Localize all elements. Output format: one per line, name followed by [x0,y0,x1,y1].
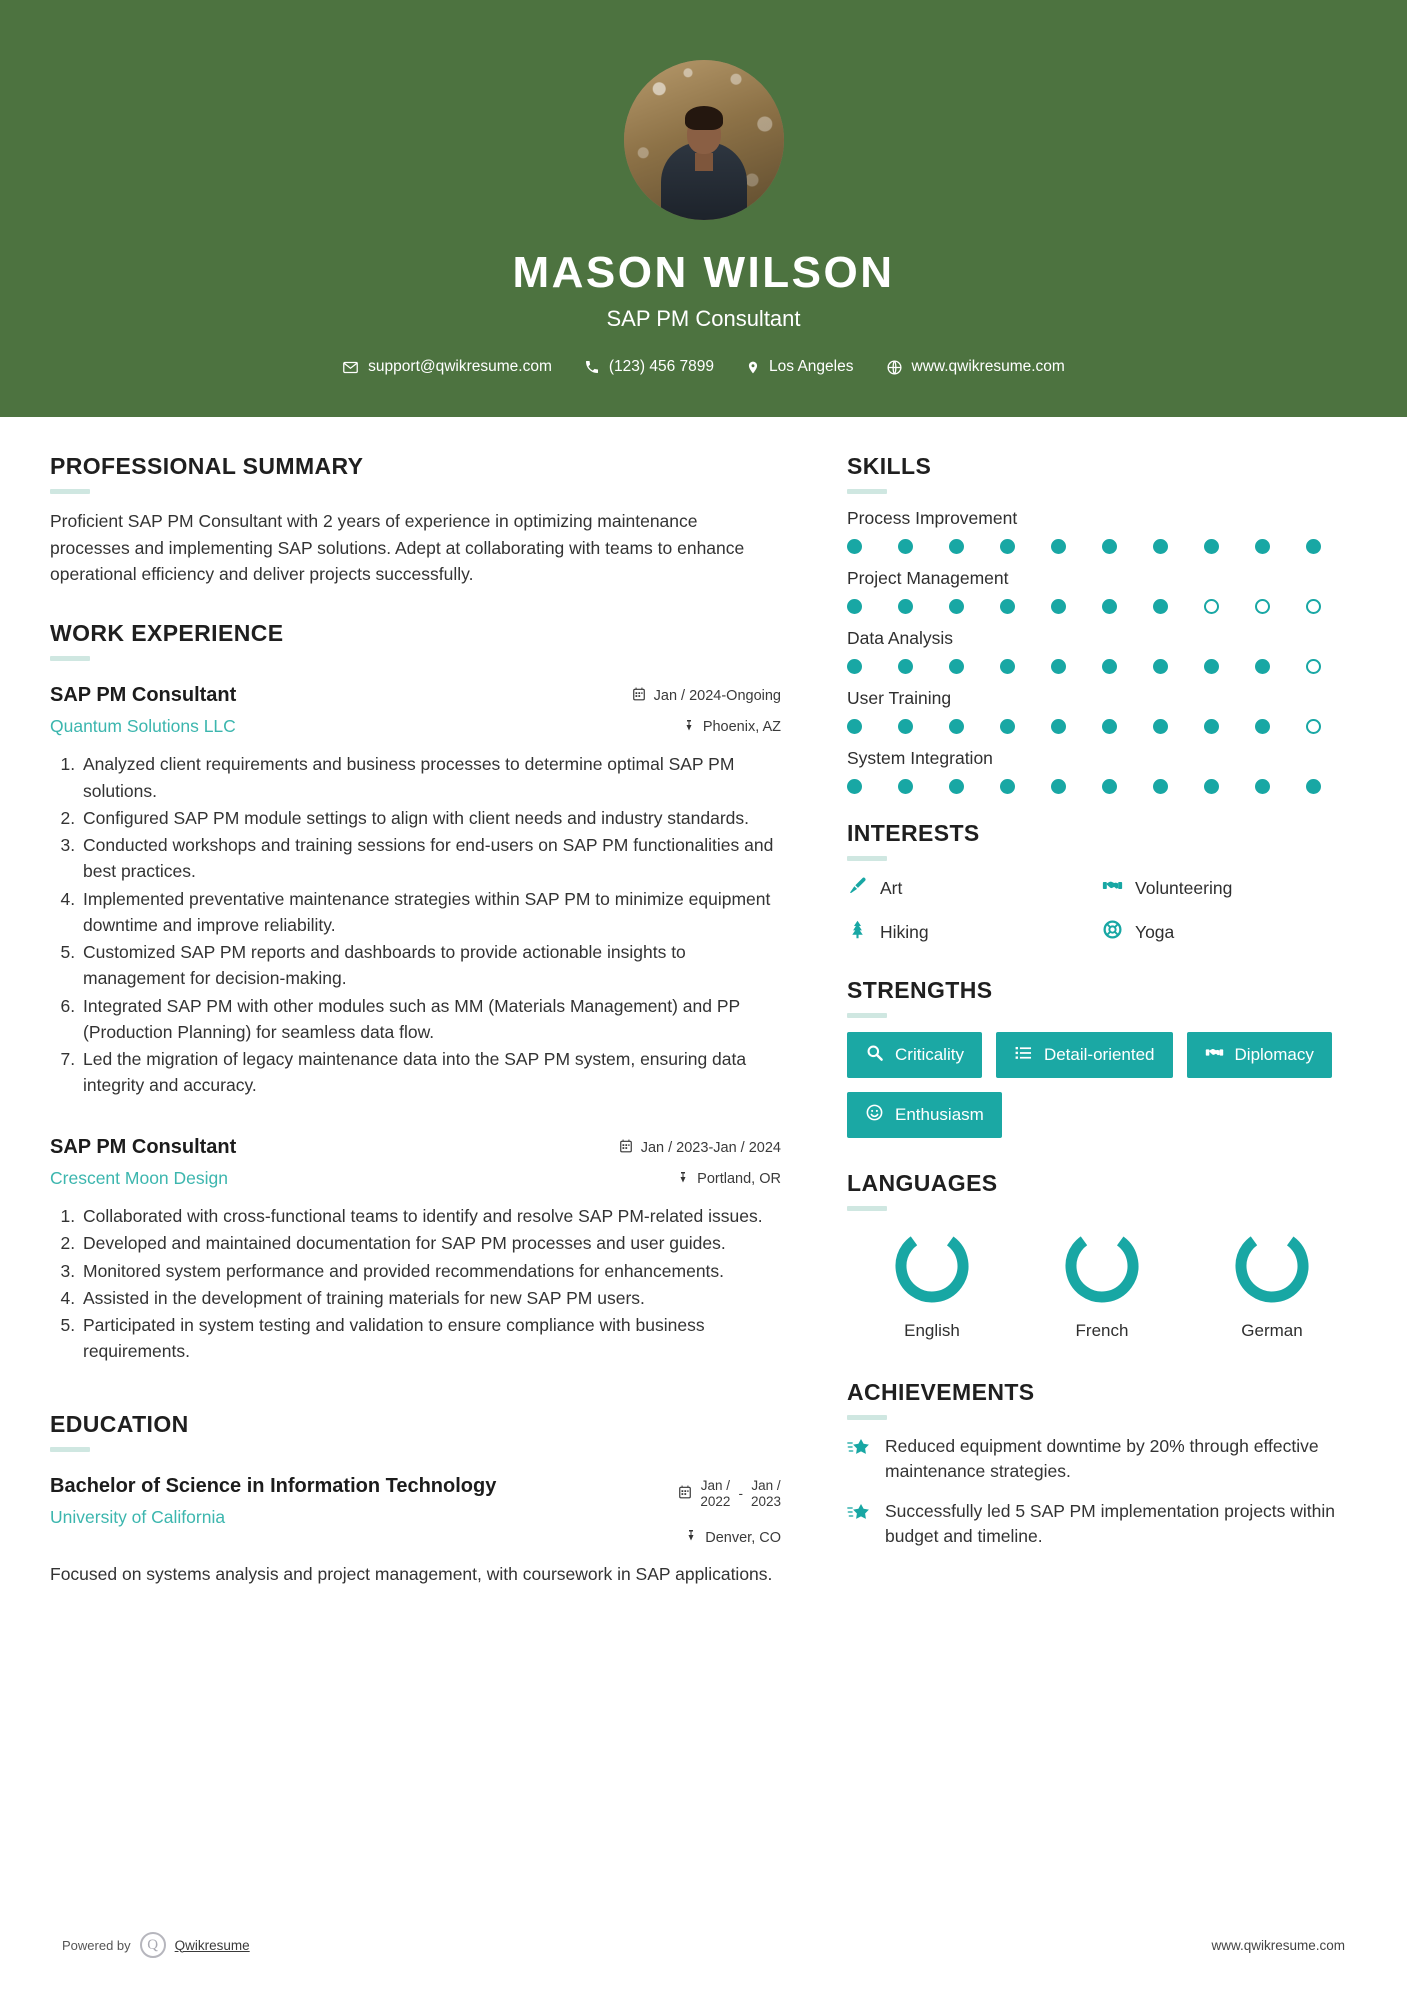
work-bullet: 3. Conducted workshops and training sessions for end-users on SAP PM functionalities and best practices. [80,832,781,885]
skill-name: User Training [847,688,952,708]
education-date-start-month: Jan / [700,1477,731,1493]
work-entry [50,683,781,1099]
skill-dot-cell [1102,539,1153,554]
skill-dot-filled [1306,779,1321,794]
skill-dot-cell [1102,659,1153,674]
education-degree: Bachelor of Science in Information Technology [50,1474,497,1497]
skill-dot-filled [1000,659,1015,674]
skill-dot-cell [1000,599,1051,614]
work-entry-right [619,1135,781,1189]
skill-dot-filled [1306,539,1321,554]
skill-dot-cell [1051,539,1102,554]
candidate-name: MASON WILSON [512,248,895,297]
work-bullet: 7. Led the migration of legacy maintenance data into the SAP PM system, ensuring data integrity and accuracy. [80,1046,781,1099]
interest-item [1102,919,1357,945]
skill-dot-filled [1255,779,1270,794]
skill-dot-cell [1306,599,1357,614]
lifebuoy-icon [1102,919,1123,945]
skill-dot-filled [1102,599,1117,614]
work-dates-text: Jan / 2024-Ongoing [653,687,781,704]
language-item [1187,1225,1357,1341]
skill-rating [847,659,1357,674]
skill-dot-cell [1153,719,1204,734]
skill-item [847,568,1357,614]
skills-list [847,508,1357,794]
skill-dot-filled [1204,659,1219,674]
achievement-text: Reduced equipment downtime by 20% through effective maintenance strategies. [885,1436,1319,1482]
section-title-education: EDUCATION [50,1410,189,1437]
skill-dot-filled [1153,719,1168,734]
work-dates [632,687,781,705]
section-rule [50,656,90,661]
achievement-item [847,1434,1357,1485]
skill-item [847,628,1357,674]
work-location [632,718,781,737]
skill-dot-cell [847,779,898,794]
interest-label: Hiking [880,921,929,942]
education-description: Focused on systems analysis and project management, with coursework in SAP applications. [50,1564,773,1585]
contact-row [326,358,1081,376]
strength-chip[interactable] [847,1032,982,1078]
education-date-start [700,1478,730,1510]
work-entry-head [50,1135,781,1190]
skill-dot-cell [1000,659,1051,674]
qwikresume-brand-link[interactable]: Qwikresume [174,1937,250,1953]
section-skills [847,453,1357,794]
work-dates [619,1139,781,1157]
language-progress-ring [1061,1225,1143,1307]
skill-dot-filled [1204,539,1219,554]
skill-dot-cell [1051,659,1102,674]
skill-dot-cell [1051,779,1102,794]
skill-dot-cell [949,719,1000,734]
skill-name: Data Analysis [847,628,954,648]
skill-dot-cell [898,599,949,614]
skill-dot-filled [1204,719,1219,734]
powered-by-block [62,1932,250,1958]
work-entry-left [50,683,632,738]
language-item [847,1225,1017,1341]
section-rule [847,489,887,494]
work-bullet: 5. Customized SAP PM reports and dashboards to provide actionable insights to management for decision-making. [80,939,781,992]
skill-dot-cell [1051,599,1102,614]
work-role: SAP PM Consultant [50,683,237,706]
skill-dot-filled [1051,659,1066,674]
star-badge-icon [847,1436,871,1465]
skill-dot-cell [1153,779,1204,794]
work-dates-text: Jan / 2023-Jan / 2024 [640,1139,781,1156]
skill-dot-cell [898,659,949,674]
skill-dot-filled [1000,779,1015,794]
section-rule [50,489,90,494]
skill-dot-cell [1255,599,1306,614]
skill-dot-filled [1000,599,1015,614]
work-entry-right [632,683,781,737]
skill-dot-filled [847,719,862,734]
avatar-person-hair [685,106,723,130]
summary-text: Proficient SAP PM Consultant with 2 years of experience in optimizing maintenance processes and implementing SAP solutions. Adept at collaborating with teams to enhance operational efficiency and deliver projects successfully. [50,511,745,585]
language-progress-ring [891,1225,973,1307]
work-entry [50,1135,781,1365]
achievement-text: Successfully led 5 SAP PM implementation projects within budget and timeline. [885,1500,1336,1547]
education-location [678,1528,781,1547]
skill-dot-empty [1204,599,1219,614]
skill-dot-cell [949,539,1000,554]
contact-phone-text: (123) 456 7899 [608,358,715,375]
skill-dot-filled [1102,779,1117,794]
interest-item [847,875,1102,901]
skill-dot-empty [1306,599,1321,614]
globe-icon [886,359,903,376]
section-title-work-experience: WORK EXPERIENCE [50,619,284,646]
handshake-icon [1205,1043,1224,1067]
resume-header [0,0,1407,417]
skill-dot-cell [1051,719,1102,734]
language-item [1017,1225,1187,1341]
contact-email-text: support@qwikresume.com [368,358,552,375]
date-range-dash: - [738,1485,743,1501]
skill-dot-cell [1255,539,1306,554]
skill-dot-cell [949,779,1000,794]
skill-dot-cell [1306,659,1357,674]
skill-dot-filled [847,779,862,794]
section-title-languages: LANGUAGES [847,1170,998,1196]
education-date-start-year: 2022 [700,1493,731,1509]
skill-name: Project Management [847,568,1009,588]
skill-dot-cell [847,539,898,554]
skill-dot-empty [1306,719,1321,734]
resume-body [0,417,1407,1593]
skill-dot-cell [1204,599,1255,614]
qwikresume-logo-icon: Q [140,1932,166,1958]
skill-dot-filled [1000,719,1015,734]
skill-dot-cell [898,779,949,794]
strength-label: Enthusiasm [895,1105,984,1124]
education-location-text: Denver, CO [705,1529,781,1546]
work-bullet: 4. Implemented preventative maintenance strategies within SAP PM to minimize equipment downtime and improve reliability. [80,886,781,939]
work-bullet: 1. Analyzed client requirements and business processes to determine optimal SAP PM solutions. [80,751,781,804]
work-bullet: 3. Monitored system performance and provided recommendations for enhancements. [80,1258,781,1284]
education-entry-head [50,1474,781,1547]
calendar-icon [632,687,646,705]
section-interests [847,820,1357,945]
work-location [619,1170,781,1189]
work-bullet: 2. Developed and maintained documentation for SAP PM processes and user guides. [80,1230,781,1256]
skill-dot-cell [949,599,1000,614]
pin-icon [677,1170,689,1189]
interest-item [1102,875,1357,901]
skill-dot-filled [1051,719,1066,734]
work-entry-head [50,683,781,738]
skill-dot-filled [1102,719,1117,734]
skill-dot-cell [1102,599,1153,614]
work-role: SAP PM Consultant [50,1135,237,1158]
section-title-professional-summary: PROFESSIONAL SUMMARY [50,453,364,479]
strength-chip[interactable] [996,1032,1173,1078]
skill-dot-cell [1153,659,1204,674]
avatar [624,60,784,220]
section-education [50,1411,781,1588]
skill-dot-cell [949,659,1000,674]
right-column [825,417,1357,1593]
work-location-text: Phoenix, AZ [702,719,781,736]
skill-dot-filled [1153,539,1168,554]
work-entry-left [50,1135,619,1190]
skill-dot-cell [1000,539,1051,554]
section-rule [847,1206,887,1211]
skill-dot-filled [847,659,862,674]
skill-dot-filled [949,659,964,674]
skill-dot-cell [1255,719,1306,734]
contact-email[interactable] [326,358,568,376]
work-location-text: Portland, OR [697,1171,781,1188]
skill-dot-filled [847,599,862,614]
language-label: French [1075,1321,1129,1340]
skill-dot-cell [1204,539,1255,554]
section-title-strengths: STRENGTHS [847,977,993,1003]
avatar-person-neck [695,153,713,171]
work-organization[interactable]: Crescent Moon Design [50,1168,228,1189]
skill-dot-cell [1000,779,1051,794]
skill-dot-cell [1204,659,1255,674]
smiley-icon [865,1103,884,1127]
skill-dot-cell [1255,779,1306,794]
education-date-end [751,1478,781,1510]
skill-dot-filled [898,599,913,614]
section-languages [847,1170,1357,1341]
skill-dot-cell [1153,539,1204,554]
map-pin-icon [746,359,760,376]
skill-dot-filled [1255,659,1270,674]
work-bullet: 4. Assisted in the development of training materials for new SAP PM users. [80,1285,781,1311]
skill-dot-cell [1000,719,1051,734]
pin-icon [683,718,695,737]
contact-website-text: www.qwikresume.com [911,358,1065,375]
skill-dot-cell [1102,779,1153,794]
skill-dot-cell [1102,719,1153,734]
section-rule [847,1415,887,1420]
skill-dot-filled [949,599,964,614]
skill-dot-filled [1102,539,1117,554]
strength-label: Criticality [895,1045,964,1064]
skill-dot-filled [949,779,964,794]
section-rule [50,1447,90,1452]
skill-item [847,508,1357,554]
work-bullet: 5. Participated in system testing and validation to ensure compliance with business requirements. [80,1312,781,1365]
skill-dot-filled [1000,539,1015,554]
skill-dot-filled [847,539,862,554]
section-title-interests: INTERESTS [847,820,980,846]
skill-dot-filled [1153,599,1168,614]
interest-item [847,919,1102,945]
skill-dot-filled [1051,779,1066,794]
skill-dot-filled [949,539,964,554]
work-bullets [50,1203,781,1365]
language-label: English [904,1321,960,1340]
strength-chip[interactable] [847,1092,1002,1138]
list-icon [1014,1043,1033,1067]
skill-name: Process Improvement [847,508,1018,528]
work-bullet: 6. Integrated SAP PM with other modules such as MM (Materials Management) and PP (Production Planning) for seamless data flow. [80,993,781,1046]
skill-rating [847,599,1357,614]
skill-dot-cell [1204,779,1255,794]
languages-row [847,1225,1357,1341]
language-label: German [1241,1321,1303,1340]
education-dates [678,1478,781,1510]
section-strengths [847,977,1357,1138]
skill-dot-cell [847,599,898,614]
education-date-end-month: Jan / [751,1477,781,1493]
footer-url[interactable]: www.qwikresume.com [1211,1937,1345,1953]
skill-dot-cell [847,719,898,734]
phone-icon [584,359,600,375]
star-badge-icon [847,1501,871,1530]
magnifier-icon [865,1043,884,1067]
language-progress-ring [1231,1225,1313,1307]
interest-label: Art [880,877,903,898]
interest-label: Volunteering [1135,877,1233,898]
skill-item [847,688,1357,734]
skill-rating [847,539,1357,554]
contact-phone[interactable] [568,358,730,376]
interest-label: Yoga [1135,921,1175,942]
section-rule [847,856,887,861]
section-rule [847,1013,887,1018]
strength-label: Diplomacy [1234,1045,1314,1064]
skill-dot-filled [898,539,913,554]
education-date-end-year: 2023 [750,1493,781,1509]
handshake-icon [1102,875,1123,901]
work-bullet: 1. Collaborated with cross-functional teams to identify and resolve SAP PM-related issues. [80,1203,781,1229]
skill-dot-filled [1204,779,1219,794]
skill-dot-cell [1306,779,1357,794]
skill-dot-empty [1255,599,1270,614]
section-professional-summary [50,453,781,588]
skill-dot-filled [1255,539,1270,554]
skill-dot-empty [1306,659,1321,674]
skill-dot-filled [898,659,913,674]
education-entry [50,1474,781,1588]
skill-dot-filled [898,719,913,734]
interests-grid [847,875,1357,945]
skill-name: System Integration [847,748,993,768]
skill-dot-cell [1204,719,1255,734]
tree-icon [847,919,868,945]
skill-dot-cell [898,719,949,734]
section-achievements [847,1379,1357,1550]
skill-dot-filled [1051,599,1066,614]
skill-dot-filled [1051,539,1066,554]
strength-chip[interactable] [1187,1032,1332,1078]
skill-dot-filled [1102,659,1117,674]
calendar-icon [678,1485,692,1503]
education-entry-right [678,1474,781,1547]
work-organization[interactable]: Quantum Solutions LLC [50,716,236,737]
page-footer [0,1932,1407,1958]
paintbrush-icon [847,875,868,901]
contact-website[interactable] [870,358,1081,376]
powered-by-label: Powered by [62,1937,131,1953]
skill-dot-filled [898,779,913,794]
skill-dot-cell [898,539,949,554]
candidate-job-title: SAP PM Consultant [606,306,801,331]
skill-dot-cell [1255,659,1306,674]
left-column [50,417,825,1593]
pin-icon [685,1528,697,1547]
skill-dot-filled [1153,779,1168,794]
achievement-item [847,1499,1357,1550]
section-title-achievements: ACHIEVEMENTS [847,1379,1035,1405]
envelope-icon [342,359,359,376]
strengths-grid [847,1032,1357,1138]
achievements-list [847,1434,1357,1550]
skill-rating [847,779,1357,794]
skill-rating [847,719,1357,734]
skill-dot-cell [847,659,898,674]
education-school[interactable]: University of California [50,1507,226,1528]
contact-location[interactable] [730,358,869,376]
work-bullets [50,751,781,1098]
contact-location-text: Los Angeles [769,358,854,375]
skill-dot-cell [1153,599,1204,614]
skill-item [847,748,1357,794]
skill-dot-filled [1153,659,1168,674]
section-title-skills: SKILLS [847,453,932,479]
education-entry-left [50,1474,678,1529]
skill-dot-filled [1255,719,1270,734]
skill-dot-filled [949,719,964,734]
skill-dot-cell [1306,539,1357,554]
skill-dot-cell [1306,719,1357,734]
section-work-experience [50,620,781,1365]
work-bullet: 2. Configured SAP PM module settings to align with client needs and industry standards. [80,805,781,831]
strength-label: Detail-oriented [1043,1045,1155,1064]
calendar-icon [619,1139,633,1157]
